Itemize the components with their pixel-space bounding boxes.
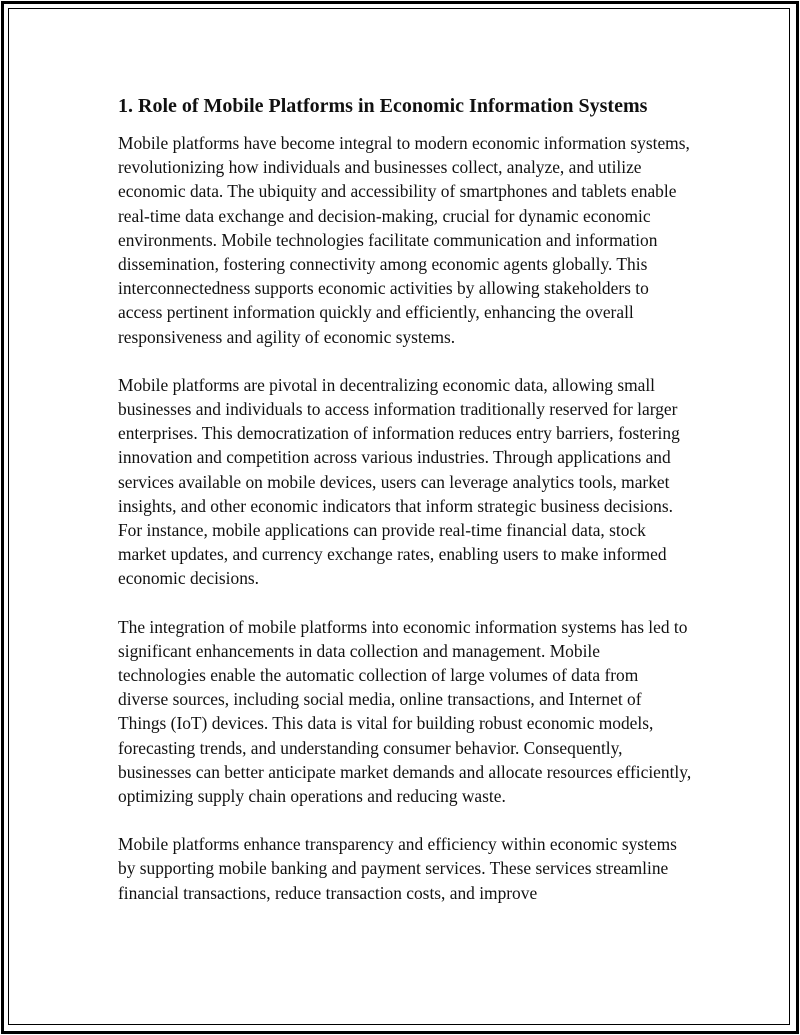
paragraph-2: Mobile platforms are pivotal in decentralizing economic data, allowing small businesses and individuals to access information traditionally reserved for larger enterprises. This democratization of information reduces entry barriers, fostering innovation and competition across various industries. Through applications and services available on mobile devices, users can leverage analytics tools, market insights, and other economic indicators that inform strategic business decisions. For instance, mobile applications can provide real-time financial data, stock market updates, and currency exchange rates, enabling users to make informed economic decisions.: [118, 374, 680, 589]
paragraph-4: Mobile platforms enhance transparency and efficiency within economic systems by supporting mobile banking and payment services. These services streamline financial transactions, reduce transaction costs, and improve: [118, 834, 677, 903]
paragraph-3: The integration of mobile platforms into economic information systems has led to significant enhancements in data collection and management. Mobile technologies enable the automatic collection of large volumes of data from diverse sources, including social media, online transactions, and Internet of Things (IoT) devices. This data is vital for building robust economic models, forecasting trends, and understanding consumer behavior. Consequently, businesses can better anticipate market demands and allocate resources efficiently, optimizing supply chain operations and reducing waste.: [118, 616, 692, 807]
document-body: [118, 92, 692, 929]
paragraph-1: Mobile platforms have become integral to modern economic information systems, revolutionizing how individuals and businesses collect, analyze, and utilize economic data. The ubiquity and accessibility of smartphones and tablets enable real-time data exchange and decision-making, crucial for dynamic economic environments. Mobile technologies facilitate communication and information dissemination, fostering connectivity among economic agents globally. This interconnectedness supports economic activities by allowing stakeholders to access pertinent information quickly and efficiently, enhancing the overall responsiveness and agility of economic systems.: [118, 133, 690, 347]
section-heading: 1. Role of Mobile Platforms in Economic Information Systems: [118, 95, 648, 117]
